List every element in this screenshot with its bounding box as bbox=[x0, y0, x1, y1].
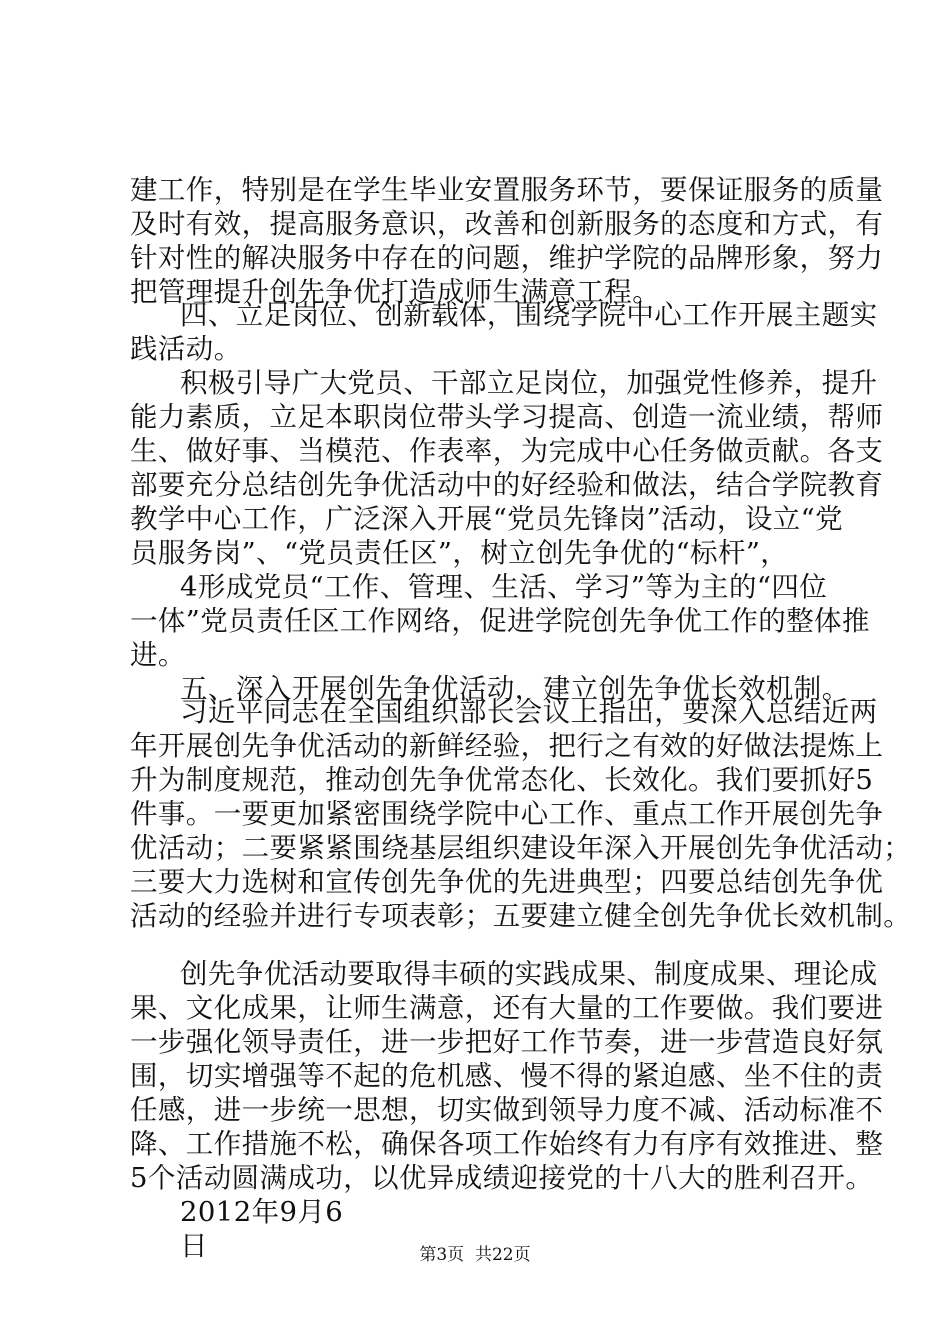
body-text-line: 创先争优活动要取得丰硕的实践成果、制度成果、理论成 bbox=[180, 958, 878, 990]
body-text-line: 能力素质，立足本职岗位带头学习提高、创造一流业绩，帮师 bbox=[130, 401, 884, 433]
body-text-line: 生、做好事、当模范、作表率，为完成中心任务做贡献。各支 bbox=[130, 435, 884, 467]
body-text-line: 件事。一要更加紧密围绕学院中心工作、重点工作开展创先争 bbox=[130, 798, 884, 830]
body-text-line: 活动的经验并进行专项表彰；五要建立健全创先争优长效机制。 bbox=[130, 900, 912, 932]
page-footer: 第3页 共22页 bbox=[419, 1245, 531, 1265]
body-text-line: 习近平同志在全国组织部长会议上指出，要深入总结近两 bbox=[180, 696, 878, 728]
body-text-line: 一体”党员责任区工作网络，促进学院创先争优工作的整体推 bbox=[130, 605, 870, 637]
body-text-line: 年开展创先争优活动的新鲜经验，把行之有效的好做法提炼上 bbox=[130, 730, 884, 762]
body-text-line: 优活动；二要紧紧围绕基层组织建设年深入开展创先争优活动； bbox=[130, 832, 912, 864]
date-day-line: 日 bbox=[180, 1230, 208, 1262]
body-text-line: 建工作，特别是在学生毕业安置服务环节，要保证服务的质量 bbox=[130, 174, 884, 206]
body-text-line: 教学中心工作，广泛深入开展“党员先锋岗”活动，设立“党 bbox=[130, 503, 843, 535]
body-text-line: 员服务岗”、“党员责任区”，树立创先争优的“标杆”， bbox=[130, 537, 789, 569]
body-text-line: 及时有效，提高服务意识，改善和创新服务的态度和方式，有 bbox=[130, 208, 884, 240]
body-text-line: 5个活动圆满成功，以优异成绩迎接党的十八大的胜利召开。 bbox=[130, 1162, 874, 1194]
body-text-line: 针对性的解决服务中存在的问题，维护学院的品牌形象，努力 bbox=[130, 242, 884, 274]
body-text-line: 进。 bbox=[130, 639, 186, 671]
body-text-line: 果、文化成果，让师生满意，还有大量的工作要做。我们要进 bbox=[130, 992, 884, 1024]
section-heading-5: 五、深入开展创先争优活动，建立创先争优长效机制。 bbox=[180, 673, 850, 705]
body-text-line: 4形成党员“工作、管理、生活、学习”等为主的“四位 bbox=[180, 571, 828, 603]
body-text-line: 降、工作措施不松，确保各项工作始终有力有序有效推进、整 bbox=[130, 1128, 884, 1160]
body-text-line: 积极引导广大党员、干部立足岗位，加强党性修养，提升 bbox=[180, 367, 878, 399]
body-text-line: 围，切实增强等不起的危机感、慢不得的紧迫感、坐不住的责 bbox=[130, 1060, 884, 1092]
section-heading-4: 四、立足岗位、创新载体，围绕学院中心工作开展主题实 bbox=[180, 299, 878, 331]
body-text-line: 一步强化领导责任，进一步把好工作节奏，进一步营造良好氛 bbox=[130, 1026, 884, 1058]
body-text-line: 部要充分总结创先争优活动中的好经验和做法，结合学院教育 bbox=[130, 469, 884, 501]
section-heading-4-cont: 践活动。 bbox=[130, 333, 242, 365]
body-text-line: 升为制度规范，推动创先争优常态化、长效化。我们要抓好5 bbox=[130, 764, 874, 796]
date-line: 2012年9月6 bbox=[180, 1196, 344, 1228]
body-text-line: 把管理提升创先争优打造成师生满意工程。 bbox=[130, 276, 661, 308]
body-text-line: 任感，进一步统一思想，切实做到领导力度不减、活动标准不 bbox=[130, 1094, 884, 1126]
body-text-line: 三要大力选树和宣传创先争优的先进典型；四要总结创先争优 bbox=[130, 866, 884, 898]
